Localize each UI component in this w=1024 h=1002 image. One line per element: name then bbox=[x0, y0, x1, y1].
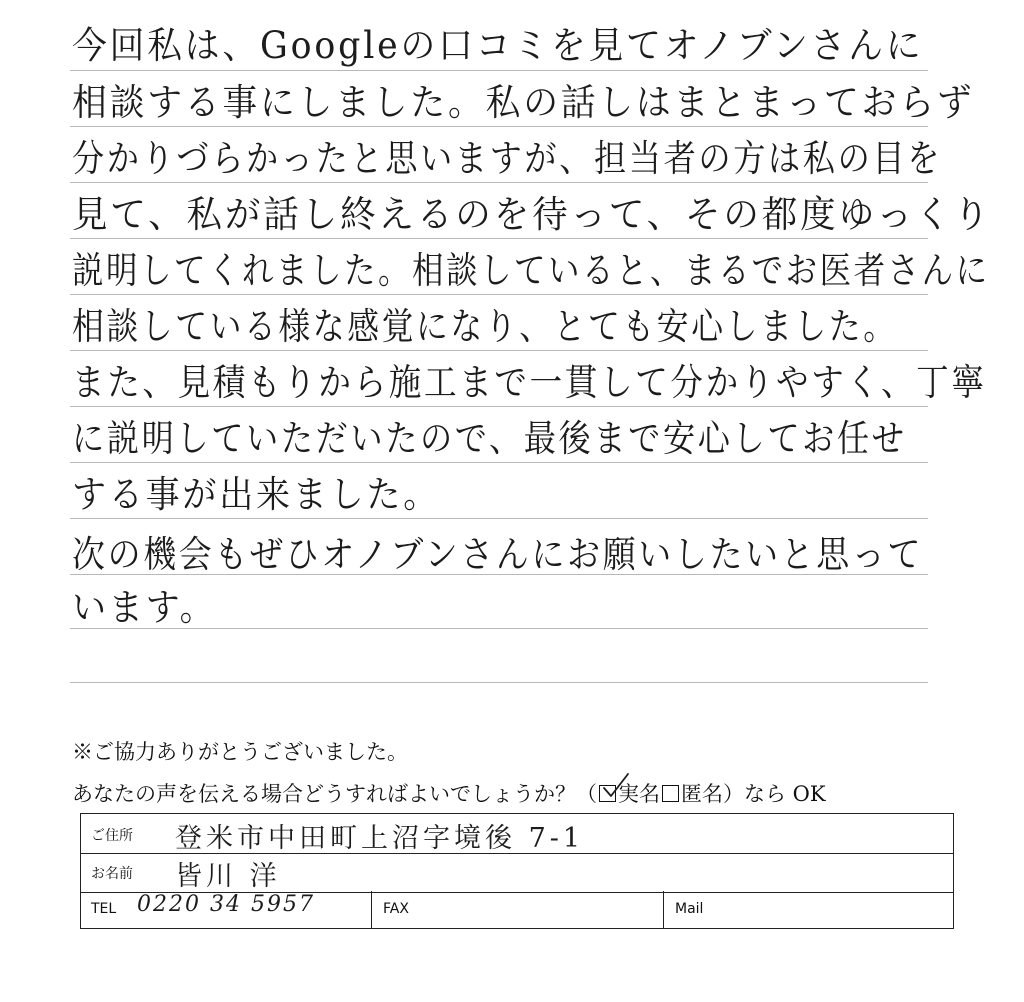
anonymous-checkbox[interactable] bbox=[662, 785, 679, 802]
letter-line-6: 相談している様な感覚になり、とても安心しました。 bbox=[72, 305, 898, 348]
letter-line-2: 相談する事にしました。私の話しはまとまっておらず bbox=[72, 81, 975, 124]
letter-line-10: 次の機会もぜひオノブンさんにお願いしたいと思って bbox=[72, 533, 924, 576]
name-value[interactable]: 皆川 洋 bbox=[175, 861, 281, 892]
letter-line-1: 今回私は、Googleの口コミを見てオノブンさんに bbox=[72, 24, 924, 67]
ruled-line bbox=[70, 238, 928, 239]
ruled-line bbox=[70, 182, 928, 183]
letter-line-7: また、見積もりから施工まで一貫して分かりやすく、丁寧 bbox=[72, 361, 987, 404]
ruled-line bbox=[70, 462, 928, 463]
letter-line-8: に説明していただいたので、最後まで安心してお任せ bbox=[72, 417, 907, 460]
letter-line-11: います。 bbox=[72, 586, 217, 629]
anonymous-label: 匿名 bbox=[681, 782, 723, 806]
ruled-line bbox=[70, 294, 928, 295]
thanks-note: ※ご協力ありがとうございました。 bbox=[72, 740, 408, 764]
mail-label: Mail bbox=[675, 901, 704, 917]
ruled-line bbox=[70, 628, 928, 629]
ruled-line bbox=[70, 70, 928, 71]
name-row bbox=[80, 852, 954, 893]
ruled-line bbox=[70, 406, 928, 407]
column-divider bbox=[371, 891, 372, 928]
anonymous-option[interactable] bbox=[660, 779, 723, 809]
ruled-line bbox=[70, 682, 928, 683]
ruled-line bbox=[70, 350, 928, 351]
real-name-checkbox[interactable] bbox=[599, 785, 616, 802]
ruled-line bbox=[70, 574, 928, 575]
fax-label: FAX bbox=[383, 901, 409, 917]
letter-line-4: 見て、私が話し終えるのを待って、その都度ゆっくり bbox=[72, 193, 992, 236]
disclosure-question-text: あなたの声を伝える場合どうすればよいでしょうか？（ bbox=[72, 782, 597, 806]
real-name-option[interactable] bbox=[597, 779, 660, 809]
name-label: お名前 bbox=[91, 866, 133, 882]
address-value[interactable]: 登米市中田町上沼字境後 7-1 bbox=[175, 823, 585, 854]
letter-line-5: 説明してくれました。相談していると、まるでお医者さんに bbox=[72, 249, 990, 292]
address-row bbox=[80, 813, 954, 854]
phone-row bbox=[80, 891, 954, 929]
ruled-line bbox=[70, 518, 928, 519]
address-label: ご住所 bbox=[91, 828, 133, 844]
column-divider bbox=[663, 891, 664, 928]
letter-line-9: する事が出来ました。 bbox=[72, 473, 440, 516]
letter-line-3: 分かりづらかったと思いますが、担当者の方は私の目を bbox=[72, 137, 942, 180]
tel-label: TEL bbox=[91, 901, 117, 917]
disclosure-suffix: ）なら OK bbox=[723, 782, 826, 806]
ruled-line bbox=[70, 126, 928, 127]
real-name-label: 実名 bbox=[618, 782, 660, 806]
disclosure-question bbox=[72, 779, 826, 809]
tel-value[interactable]: 0220 34 5957 bbox=[137, 892, 315, 917]
